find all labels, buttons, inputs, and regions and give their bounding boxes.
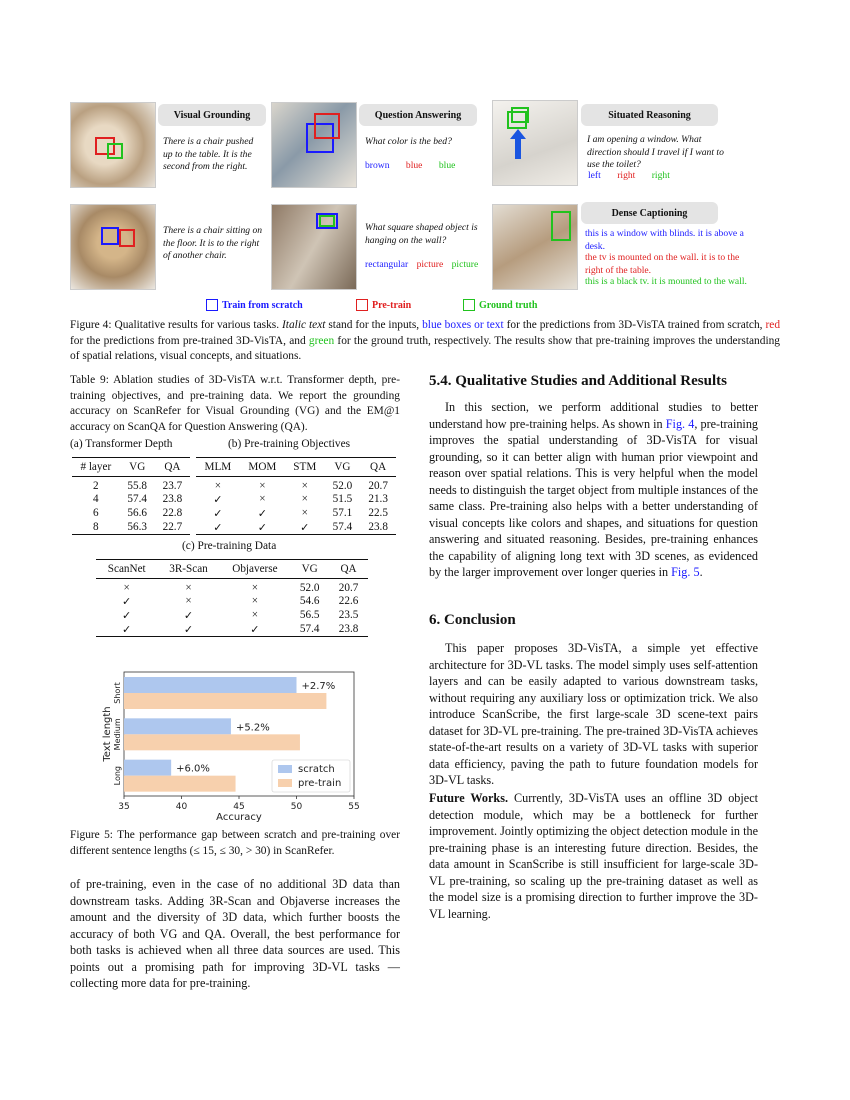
dc-caption-scratch: this is a window with blinds. it is above a desk. xyxy=(585,228,744,252)
fig-5-ref-link[interactable]: Fig. 5 xyxy=(671,565,700,579)
table-header-cell: ScanNet xyxy=(96,560,157,579)
sr-answer-pretrain: right xyxy=(617,170,636,181)
table-cell: 22.5 xyxy=(368,507,388,520)
table-row xyxy=(72,477,190,493)
table-cell: 57.1 xyxy=(332,507,353,520)
legend-label-scratch: scratch xyxy=(298,764,335,775)
table-cell: 57.4 xyxy=(290,622,329,636)
table-cell: 57.4 xyxy=(325,520,361,534)
table-cell: 51.5 xyxy=(332,493,353,506)
sr-answer-gt: right xyxy=(651,170,670,181)
table-cell: 56.5 xyxy=(299,609,320,622)
table-cell: × xyxy=(123,582,130,594)
table-cell: 23.5 xyxy=(338,609,359,622)
table-row xyxy=(96,608,368,622)
dc-title: Dense Captioning xyxy=(581,202,718,224)
bar-scratch-medium xyxy=(124,718,231,734)
table-header-cell: QA xyxy=(155,458,190,477)
table-9b-caption: (b) Pre-training Objectives xyxy=(228,438,351,450)
table-cell: ✓ xyxy=(122,609,132,622)
figure-4 xyxy=(70,98,780,320)
x-tick-label: 50 xyxy=(290,802,303,812)
y-tick-label: Long xyxy=(113,765,122,786)
table-header-cell: VG xyxy=(325,458,361,477)
qa-answer-pretrain: picture xyxy=(416,259,444,270)
table-cell: 21.3 xyxy=(368,493,388,506)
table-header-cell: QA xyxy=(360,458,396,477)
y-axis-label: Text length xyxy=(102,706,113,762)
figure-4-caption: Figure 4: Qualitative results for various tasks. Italic text stand for the inputs, blue boxes or text for the predictions from 3D-VisTA trained from scratch, red for the predictions from pre-trained 3D-VisTA, and green for the ground truth, respectively. The results show that pre-training improves the understanding of spatial relations, visual concepts, and situations. xyxy=(70,319,781,362)
sr-scene-image xyxy=(492,100,578,186)
table-header-cell: # layer xyxy=(72,458,120,477)
qa-answers-1 xyxy=(365,160,469,173)
table-cell: 23.8 xyxy=(329,622,368,636)
table-row xyxy=(196,492,396,506)
legend-gt-swatch xyxy=(463,299,475,311)
table-9b xyxy=(196,457,396,535)
table-cell: ✓ xyxy=(157,622,219,636)
y-tick-label: Short xyxy=(113,682,122,704)
table-cell: 23.7 xyxy=(162,480,183,492)
table-cell: ✓ xyxy=(285,520,325,534)
legend-swatch-scratch xyxy=(278,765,292,773)
table-cell: 54.6 xyxy=(299,595,320,608)
table-9-caption: Table 9: Ablation studies of 3D-VisTA w.r.t. Transformer depth, pre-training objectives, and pre-training data. We report the grounding accuracy on ScanRefer for Visual Grounding (VG) and the EM@1 accuracy on ScanQA for Question Answering (QA). xyxy=(70,374,400,433)
table-cell: 52.0 xyxy=(299,582,320,594)
table-cell: × xyxy=(301,507,308,520)
table-cell: × xyxy=(214,480,222,492)
vg-scene-2-image xyxy=(70,204,156,290)
table-cell: × xyxy=(259,480,266,492)
table-cell: 2 xyxy=(93,480,99,492)
conclusion-paragraph: This paper proposes 3D-VisTA, a simple yet effective architecture for 3D-VL tasks. The model simply uses self-attention layers and can be easily adapted to various downstream tasks, without requiring any auxiliary loss or optimization trick. We also introduce ScanScribe, the first large-scale 3D scene-text pairs dataset for 3D-VL pre-training. The pre-trained 3D-VisTA achieves state-of-the-art results on a variety of 3D-VL tasks with superior data efficiency, paving the path to future foundation models for 3D-VL tasks. xyxy=(429,641,758,787)
qa-answers-2 xyxy=(365,259,492,272)
table-cell: 55.8 xyxy=(127,480,147,492)
table-header-cell: MOM xyxy=(240,458,285,477)
table-cell: ✓ xyxy=(213,493,223,506)
table-cell: 6 xyxy=(93,507,99,520)
table-header-cell: Objaverse xyxy=(220,560,291,579)
table-header-cell: VG xyxy=(290,560,329,579)
table-cell: 20.7 xyxy=(338,582,359,594)
table-header-cell: STM xyxy=(285,458,325,477)
table-cell: ✓ xyxy=(213,507,223,520)
future-works-label: Future Works. xyxy=(429,791,508,805)
table-cell: ✓ xyxy=(257,507,268,520)
x-axis-label: Accuracy xyxy=(216,812,262,823)
table-row xyxy=(72,492,190,506)
table-cell: 4 xyxy=(93,493,99,506)
table-9a xyxy=(72,457,190,535)
legend-pretrain: Pre-train xyxy=(356,299,411,311)
table-row xyxy=(72,520,190,534)
qa-answer-pretrain: blue xyxy=(405,160,423,171)
table-cell: 57.4 xyxy=(127,493,147,506)
section-5-4-paragraph: In this section, we perform additional studies to better understand how pre-training helps. As shown in Fig. 4, pre-training improves the spatial understanding of 3D-VisTA for visual grounding, so it can better align with human prior viewpoint and reason over spatial relations. This is very helpful when the model needs to distinguish the target object from multiple instances of the same class. Pre-training also helps with a better understanding of visual concepts like colors and shapes, and situations for question answering and situated reasoning. Besides, pre-training enhances the capability of aligning long text with 3D scenes, as evidenced by the larger improvement over longer queries in Fig. 5. xyxy=(429,400,759,579)
table-row xyxy=(196,477,396,493)
sr-question: I am opening a window. What direction should I travel if I want to use the toilet? xyxy=(587,134,724,171)
table-header-cell: QA xyxy=(329,560,368,579)
bar-annotation: +5.2% xyxy=(235,722,270,734)
x-tick-label: 40 xyxy=(175,802,188,812)
table-cell: 20.7 xyxy=(368,480,388,492)
qa-title: Question Answering xyxy=(359,104,477,126)
table-header-cell: VG xyxy=(120,458,155,477)
qa-scene-1-image xyxy=(271,102,357,188)
left-paragraph: of pre-training, even in the case of no additional 3D data than downstream tasks. Adding 3R-Scan and Objaverse increases the amount and the diversity of 3D data, which further boosts the accuracy of both VG and QA. Overall, the best performance for both tasks is achieved when all three data sources are used. This points out a promising path for improving 3D-VL tasks — collecting more data for pre-training. xyxy=(70,877,400,990)
table-row xyxy=(72,506,190,520)
legend-gt: Ground truth xyxy=(463,299,537,311)
bar-pre-train-long xyxy=(124,776,236,792)
vg-title: Visual Grounding xyxy=(158,104,266,126)
section-6-heading: 6. Conclusion xyxy=(429,612,516,628)
table-row xyxy=(96,594,368,608)
table-cell: ✓ xyxy=(96,622,157,636)
figure-5-chart xyxy=(100,668,380,828)
vg-scene-1-image xyxy=(70,102,156,188)
sr-title: Situated Reasoning xyxy=(581,104,718,126)
sr-answers xyxy=(588,170,684,183)
table-cell: 23.8 xyxy=(360,520,396,534)
qa-answer-gt: picture xyxy=(451,259,479,270)
legend-swatch-pre-train xyxy=(278,779,292,787)
bar-scratch-short xyxy=(124,677,297,693)
table-row xyxy=(96,579,368,595)
fig-4-ref-link[interactable]: Fig. 4 xyxy=(665,416,695,431)
x-tick-label: 55 xyxy=(348,802,360,812)
table-cell: × xyxy=(251,595,259,608)
future-works-paragraph: Future Works. Currently, 3D-VisTA uses an offline 3D object detection module, which may be a bottleneck for further improvement. Jointly optimizing the object detection module in the pre-training phase is an interesting future direction. Besides, the data amount in ScanScribe is still insufficient for large-scale 3D-VL pre-training, so scaling up the pre-training dataset as well as the model size is a promising direction to further improve the 3D-VL learning. xyxy=(429,791,758,921)
legend-scratch-swatch xyxy=(206,299,218,311)
legend-scratch: Train from scratch xyxy=(206,299,303,311)
vg-text-1: There is a chair pushed up to the table. It is the second from the right. xyxy=(163,136,254,173)
table-row xyxy=(196,506,396,520)
dc-caption-gt: this is a black tv. it is mounted to the wall. xyxy=(585,276,747,287)
table-cell: × xyxy=(251,609,259,622)
y-tick-label: Medium xyxy=(113,718,122,751)
table-row xyxy=(196,520,396,534)
table-cell: 52.0 xyxy=(332,480,353,492)
qa-answer-scratch: rectangular xyxy=(365,259,409,270)
figure-5-caption: Figure 5: The performance gap between scratch and pre-training over different sentence lengths (≤ 15, ≤ 30, > 30) in ScanRefer. xyxy=(70,829,400,857)
bar-pre-train-medium xyxy=(124,734,300,750)
table-row xyxy=(96,622,368,636)
qa-question-2: What square shaped object is hanging on the wall? xyxy=(365,222,478,246)
dc-scene-image xyxy=(492,204,578,290)
qa-question-1: What color is the bed? xyxy=(365,136,452,147)
table-cell: × xyxy=(251,582,259,594)
table-header-cell: 3R-Scan xyxy=(157,560,219,579)
qa-scene-2-image xyxy=(271,204,357,290)
table-cell: 22.6 xyxy=(338,595,359,608)
vg-text-2: There is a chair sitting on the floor. It is to the right of another chair. xyxy=(163,225,263,262)
legend-label-pre-train: pre-train xyxy=(298,778,342,789)
table-cell: × xyxy=(185,595,192,608)
table-cell: ✓ xyxy=(122,595,132,608)
table-9a-caption: (a) Transformer Depth xyxy=(70,438,173,450)
table-cell: 8 xyxy=(72,520,120,534)
bar-annotation: +6.0% xyxy=(176,763,210,775)
bar-annotation: +2.7% xyxy=(301,681,336,692)
table-cell: × xyxy=(259,493,266,506)
table-cell: ✓ xyxy=(183,609,194,622)
figure-4-legend xyxy=(70,299,780,315)
table-9c-caption: (c) Pre-training Data xyxy=(182,540,277,552)
table-cell: 56.6 xyxy=(127,507,147,520)
table-cell: ✓ xyxy=(196,520,240,534)
table-cell: 22.8 xyxy=(162,507,183,520)
table-cell: × xyxy=(301,493,308,506)
dc-caption-pretrain: the tv is mounted on the wall. it is to the right of the table. xyxy=(585,252,740,276)
section-5-4-heading: 5.4. Qualitative Studies and Additional Results xyxy=(429,373,727,389)
qa-answer-gt: blue xyxy=(438,160,456,171)
table-9c xyxy=(96,559,368,637)
x-tick-label: 45 xyxy=(233,802,245,812)
bar-scratch-long xyxy=(124,760,171,776)
legend-pretrain-swatch xyxy=(356,299,368,311)
table-cell: ✓ xyxy=(220,622,291,636)
x-tick-label: 35 xyxy=(118,802,130,812)
bar-pre-train-short xyxy=(124,693,326,709)
table-cell: × xyxy=(301,480,308,492)
table-cell: ✓ xyxy=(240,520,285,534)
qa-answer-scratch: brown xyxy=(365,160,390,171)
table-cell: × xyxy=(185,582,192,594)
table-cell: 56.3 xyxy=(120,520,155,534)
table-header-cell: MLM xyxy=(196,458,240,477)
sr-answer-scratch: left xyxy=(588,170,601,181)
bar-chart xyxy=(100,668,380,828)
table-cell: 23.8 xyxy=(162,493,183,506)
table-cell: 22.7 xyxy=(155,520,190,534)
